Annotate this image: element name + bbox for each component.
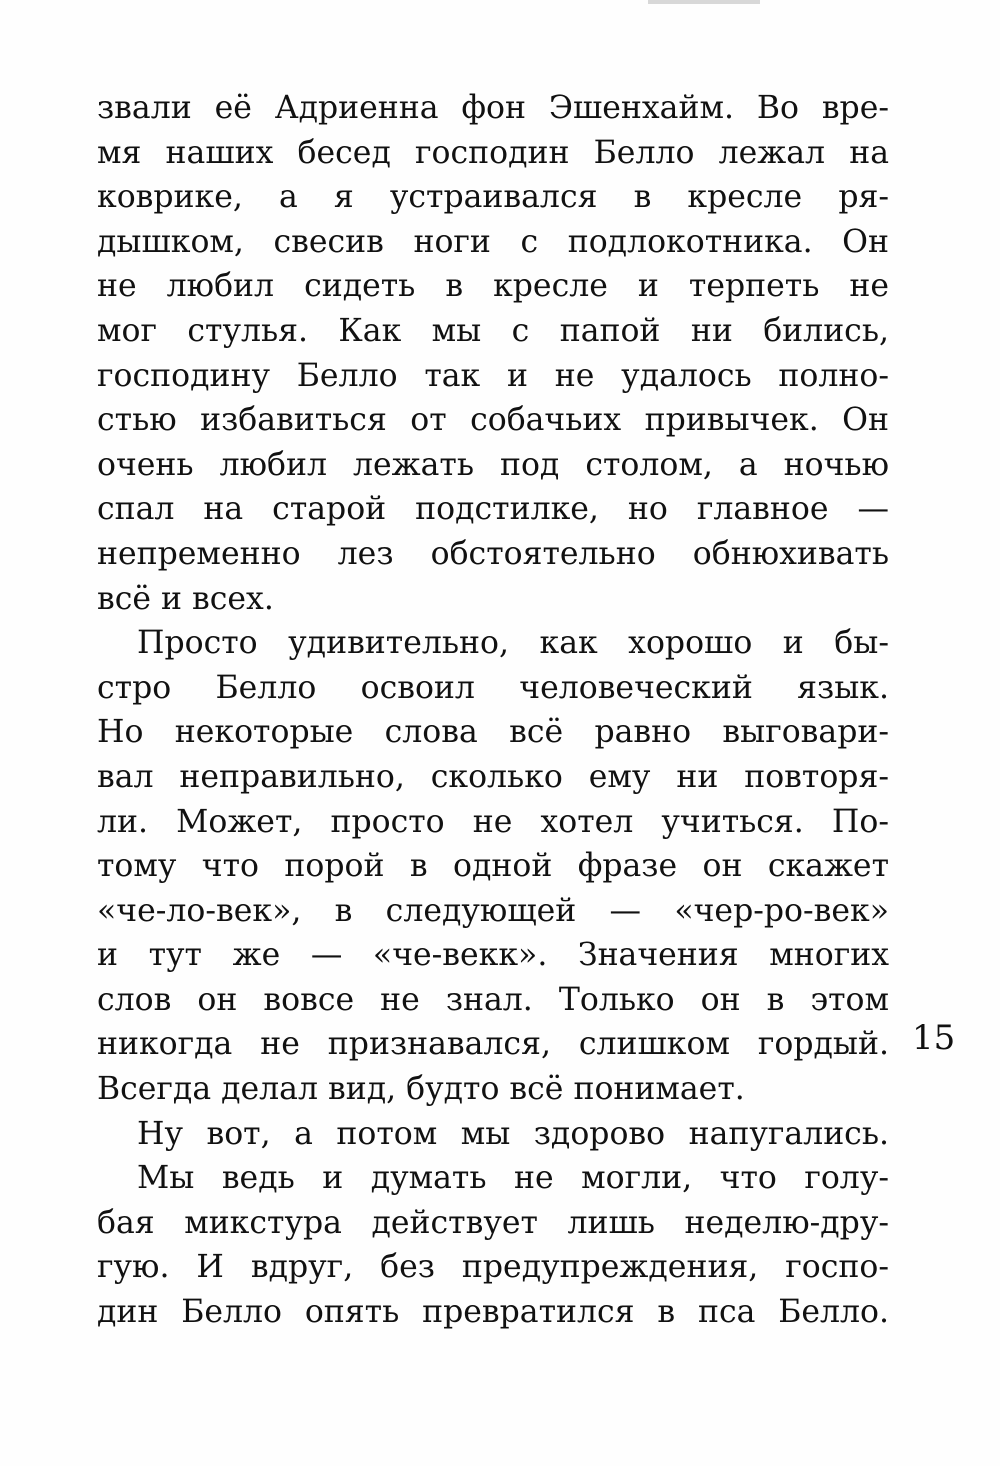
- text-line: непременно лез обстоятельно обнюхивать: [97, 535, 889, 572]
- text-line: Мы ведь и думать не могли, что голу-: [137, 1160, 889, 1197]
- text-line: очень любил лежать под столом, а ночью: [97, 446, 889, 483]
- page-number: 15: [912, 1018, 956, 1058]
- text-line: коврике, а я устраивался в кресле ря-: [97, 179, 889, 216]
- text-line: стью избавиться от собачьих привычек. Он: [97, 402, 889, 439]
- text-line: слов он вовсе не знал. Только он в этом: [97, 981, 889, 1018]
- text-line: не любил сидеть в кресле и терпеть не: [97, 268, 889, 305]
- text-line: никогда не признавался, слишком гордый.: [97, 1026, 889, 1063]
- text-line: бая микстура действует лишь неделю-дру-: [97, 1204, 889, 1241]
- text-line: Но некоторые слова всё равно выговари-: [97, 714, 889, 751]
- text-line: мог стулья. Как мы с папой ни бились,: [97, 312, 889, 349]
- text-line: тому что порой в одной фразе он скажет: [97, 848, 889, 885]
- text-line: Просто удивительно, как хорошо и бы-: [137, 625, 889, 662]
- text-line: дышком, свесив ноги с подлокотника. Он: [97, 223, 889, 260]
- body-text: [97, 86, 889, 1335]
- text-line: Всегда делал вид, будто всё понимает.: [97, 1071, 745, 1108]
- text-line: гую. И вдруг, без предупреждения, госпо-: [97, 1249, 889, 1286]
- text-line: господину Белло так и не удалось полно-: [97, 357, 889, 394]
- text-line: Ну вот, а потом мы здорово напугались.: [137, 1115, 889, 1152]
- text-line: вал неправильно, сколько ему ни повторя-: [97, 758, 889, 795]
- text-line: мя наших бесед господин Белло лежал на: [97, 134, 889, 171]
- text-line: стро Белло освоил человеческий язык.: [97, 669, 889, 706]
- text-line: всё и всех.: [97, 580, 274, 617]
- text-line: и тут же — «че-векк». Значения многих: [97, 937, 889, 974]
- scan-edge-shadow: [648, 0, 760, 4]
- text-line: дин Белло опять превратился в пса Белло.: [97, 1294, 889, 1331]
- text-line: «че-ло-век», в следующей — «чер-ро-век»: [97, 892, 889, 929]
- text-line: ли. Может, просто не хотел учиться. По-: [97, 803, 889, 840]
- text-line: звали её Адриенна фон Эшенхайм. Во вре-: [97, 90, 889, 126]
- text-line: спал на старой подстилке, но главное —: [97, 491, 889, 528]
